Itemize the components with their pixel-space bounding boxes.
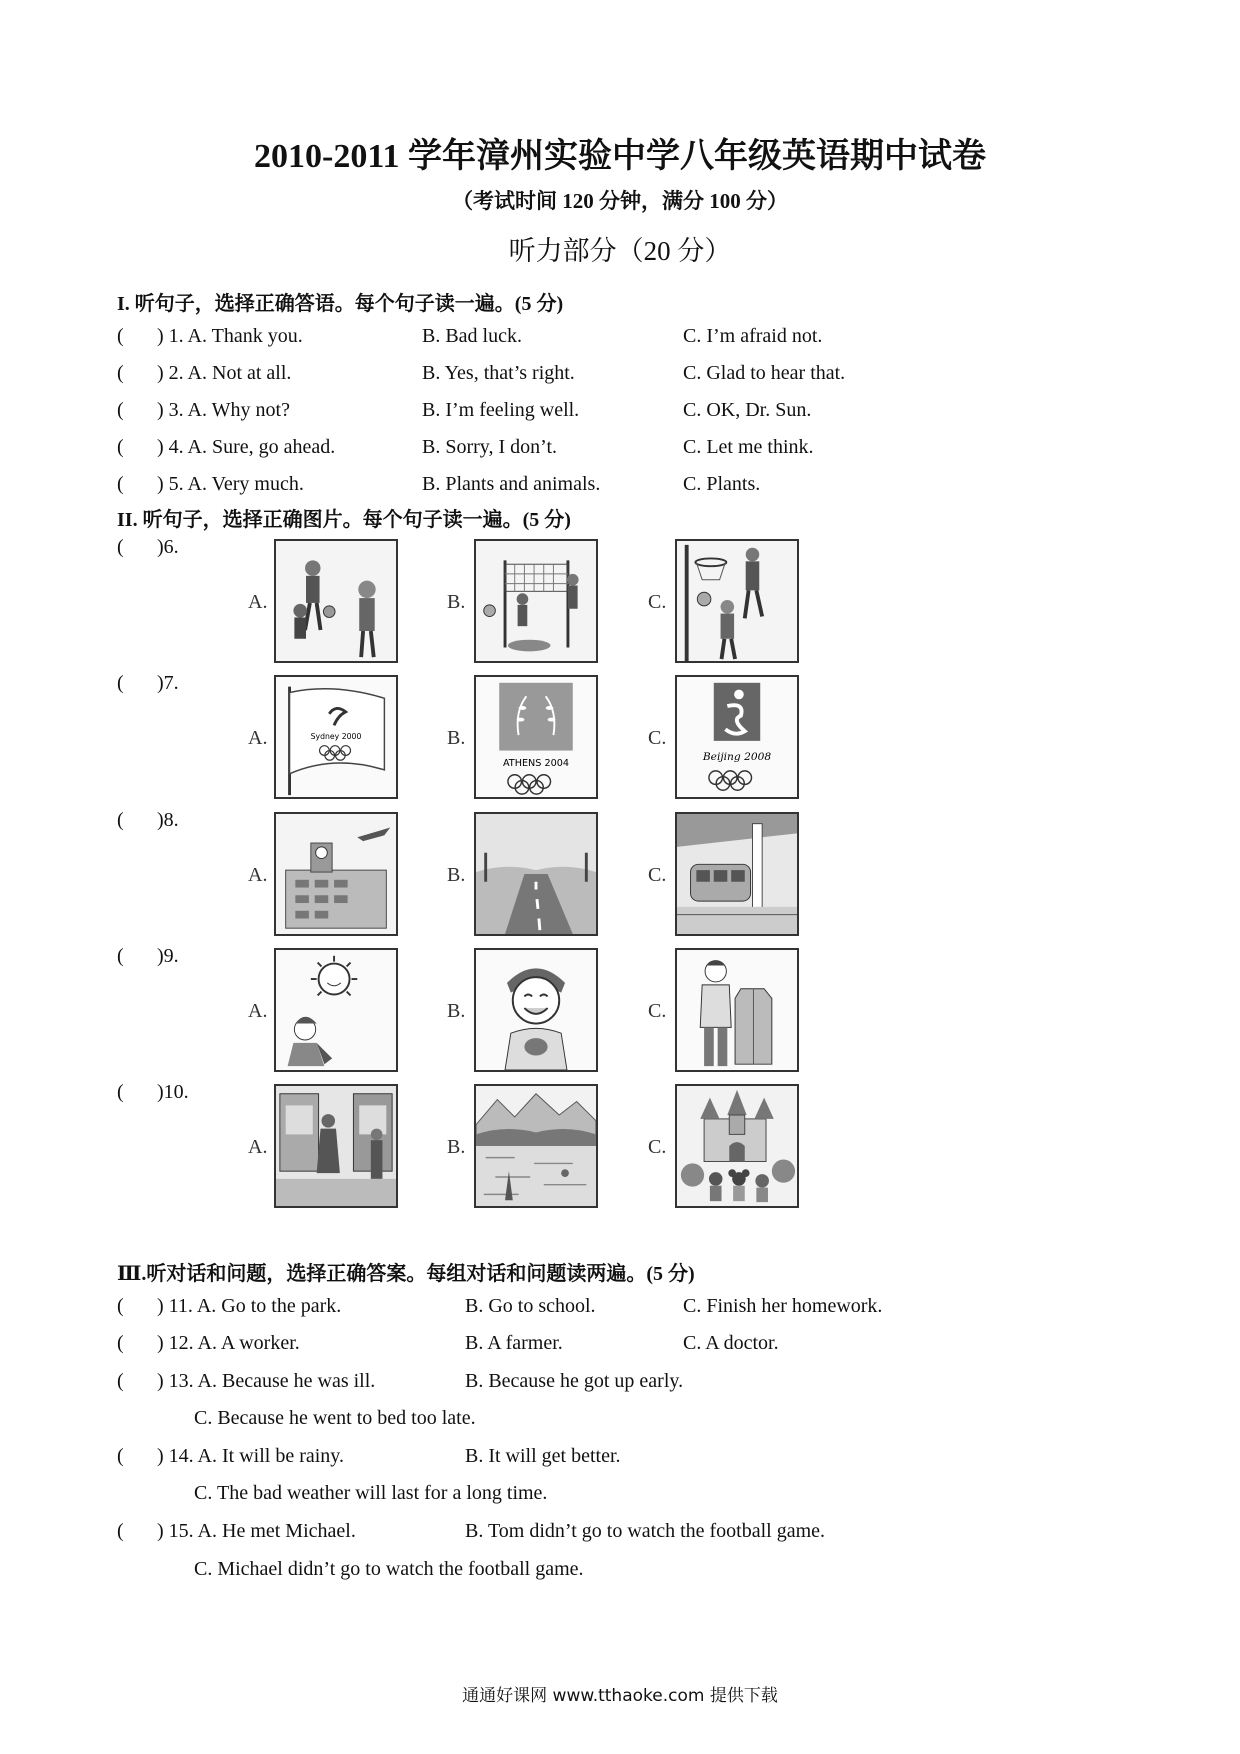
q7-picture-c-beijing-emblem [675, 675, 799, 799]
q2-option-c: C. Glad to hear that. [683, 362, 846, 384]
answer-blank: ( [117, 362, 124, 384]
sydney-emblem-text: Sydney 2000 [310, 731, 362, 741]
answer-blank: ( [117, 436, 124, 458]
q9-label-c: C. [648, 1000, 667, 1022]
q14-option-a: ) 14. A. It will be rainy. [157, 1445, 345, 1467]
q13-option-b: B. Because he got up early. [465, 1370, 684, 1392]
answer-blank: ( [117, 473, 124, 495]
exam-subtitle: （考试时间 120 分钟，满分 100 分） [452, 189, 788, 213]
q5-option-b: B. Plants and animals. [422, 473, 601, 495]
q6-label-c: C. [648, 591, 667, 613]
q6-picture-a-basketball-boys [274, 539, 398, 663]
q10-picture-c-castle-park [675, 1084, 799, 1208]
answer-blank: ( [117, 325, 124, 347]
q7-number: )7. [157, 672, 179, 694]
q12-option-c: C. A doctor. [683, 1332, 779, 1354]
q12-option-b: B. A farmer. [465, 1332, 563, 1354]
answer-blank: ( [117, 1295, 124, 1317]
q6-label-a: A. [248, 591, 268, 613]
q8-picture-c-train-station [675, 812, 799, 936]
q8-label-c: C. [648, 864, 667, 886]
q8-picture-b-road [474, 812, 598, 936]
q10-label-a: A. [248, 1136, 268, 1158]
section3-heading: Ⅲ.听对话和问题，选择正确答案。每组对话和问题读两遍。(5 分) [117, 1263, 695, 1285]
section2-heading: II. 听句子，选择正确图片。每个句子读一遍。(5 分) [117, 509, 571, 531]
q10-label-c: C. [648, 1136, 667, 1158]
q8-label-b: B. [447, 864, 466, 886]
q15-option-a: ) 15. A. He met Michael. [157, 1520, 356, 1542]
q14-option-b: B. It will get better. [465, 1445, 621, 1467]
answer-blank: ( [117, 1445, 124, 1467]
q4-option-c: C. Let me think. [683, 436, 814, 458]
section1-heading: I. 听句子，选择正确答语。每个句子读一遍。(5 分) [117, 293, 564, 315]
q8-label-a: A. [248, 864, 268, 886]
answer-blank: ( [117, 672, 124, 694]
q11-option-a: ) 11. A. Go to the park. [157, 1295, 342, 1317]
q8-number: )8. [157, 809, 179, 831]
q8-picture-a-airport [274, 812, 398, 936]
q15-option-b: B. Tom didn’t go to watch the football game. [465, 1520, 826, 1542]
q1-option-b: B. Bad luck. [422, 325, 522, 347]
q12-option-a: ) 12. A. A worker. [157, 1332, 300, 1354]
beijing-emblem-text: Beijing 2008 [702, 750, 772, 764]
answer-blank: ( [117, 1520, 124, 1542]
q2-option-a: ) 2. A. Not at all. [157, 362, 292, 384]
q4-option-a: ) 4. A. Sure, go ahead. [157, 436, 336, 458]
answer-blank: ( [117, 1370, 124, 1392]
q10-picture-b-lake-mountains [474, 1084, 598, 1208]
q1-option-a: ) 1. A. Thank you. [157, 325, 303, 347]
answer-blank: ( [117, 1332, 124, 1354]
q9-label-a: A. [248, 1000, 268, 1022]
q15-option-c: C. Michael didn’t go to watch the football game. [194, 1558, 584, 1580]
q6-picture-b-volleyball-net [474, 539, 598, 663]
q6-number: )6. [157, 536, 179, 558]
q7-label-b: B. [447, 727, 466, 749]
part-title: 听力部分（20 分） [508, 236, 732, 266]
q9-number: )9. [157, 945, 179, 967]
exam-title: 2010-2011 学年漳州实验中学八年级英语期中试卷 [254, 138, 986, 175]
q9-picture-b-happy-boy [474, 948, 598, 1072]
q1-option-c: C. I’m afraid not. [683, 325, 823, 347]
q4-option-b: B. Sorry, I don’t. [422, 436, 557, 458]
q7-label-a: A. [248, 727, 268, 749]
q5-option-c: C. Plants. [683, 473, 761, 495]
q10-label-b: B. [447, 1136, 466, 1158]
q7-label-c: C. [648, 727, 667, 749]
q3-option-c: C. OK, Dr. Sun. [683, 399, 812, 421]
q5-option-a: ) 5. A. Very much. [157, 473, 304, 495]
q7-picture-b-athens-emblem [474, 675, 598, 799]
q11-option-b: B. Go to school. [465, 1295, 596, 1317]
q14-option-c: C. The bad weather will last for a long time. [194, 1482, 548, 1504]
answer-blank: ( [117, 809, 124, 831]
q3-option-b: B. I’m feeling well. [422, 399, 580, 421]
q2-option-b: B. Yes, that’s right. [422, 362, 575, 384]
q13-option-a: ) 13. A. Because he was ill. [157, 1370, 376, 1392]
answer-blank: ( [117, 536, 124, 558]
q9-label-b: B. [447, 1000, 466, 1022]
q10-picture-a-shopping-street [274, 1084, 398, 1208]
q9-picture-c-man-with-clothes [675, 948, 799, 1072]
q11-option-c: C. Finish her homework. [683, 1295, 883, 1317]
q7-picture-a-sydney-flag [274, 675, 398, 799]
q3-option-a: ) 3. A. Why not? [157, 399, 290, 421]
answer-blank: ( [117, 399, 124, 421]
answer-blank: ( [117, 945, 124, 967]
footer-download-note: 通通好课网 www.tthaoke.com 提供下载 [462, 1686, 778, 1706]
q9-picture-a-sunny-girl [274, 948, 398, 1072]
answer-blank: ( [117, 1081, 124, 1103]
q10-number: )10. [157, 1081, 189, 1103]
q6-picture-c-basketball-dunk [675, 539, 799, 663]
q13-option-c: C. Because he went to bed too late. [194, 1407, 476, 1429]
q6-label-b: B. [447, 591, 466, 613]
athens-emblem-text: ATHENS 2004 [502, 758, 570, 770]
